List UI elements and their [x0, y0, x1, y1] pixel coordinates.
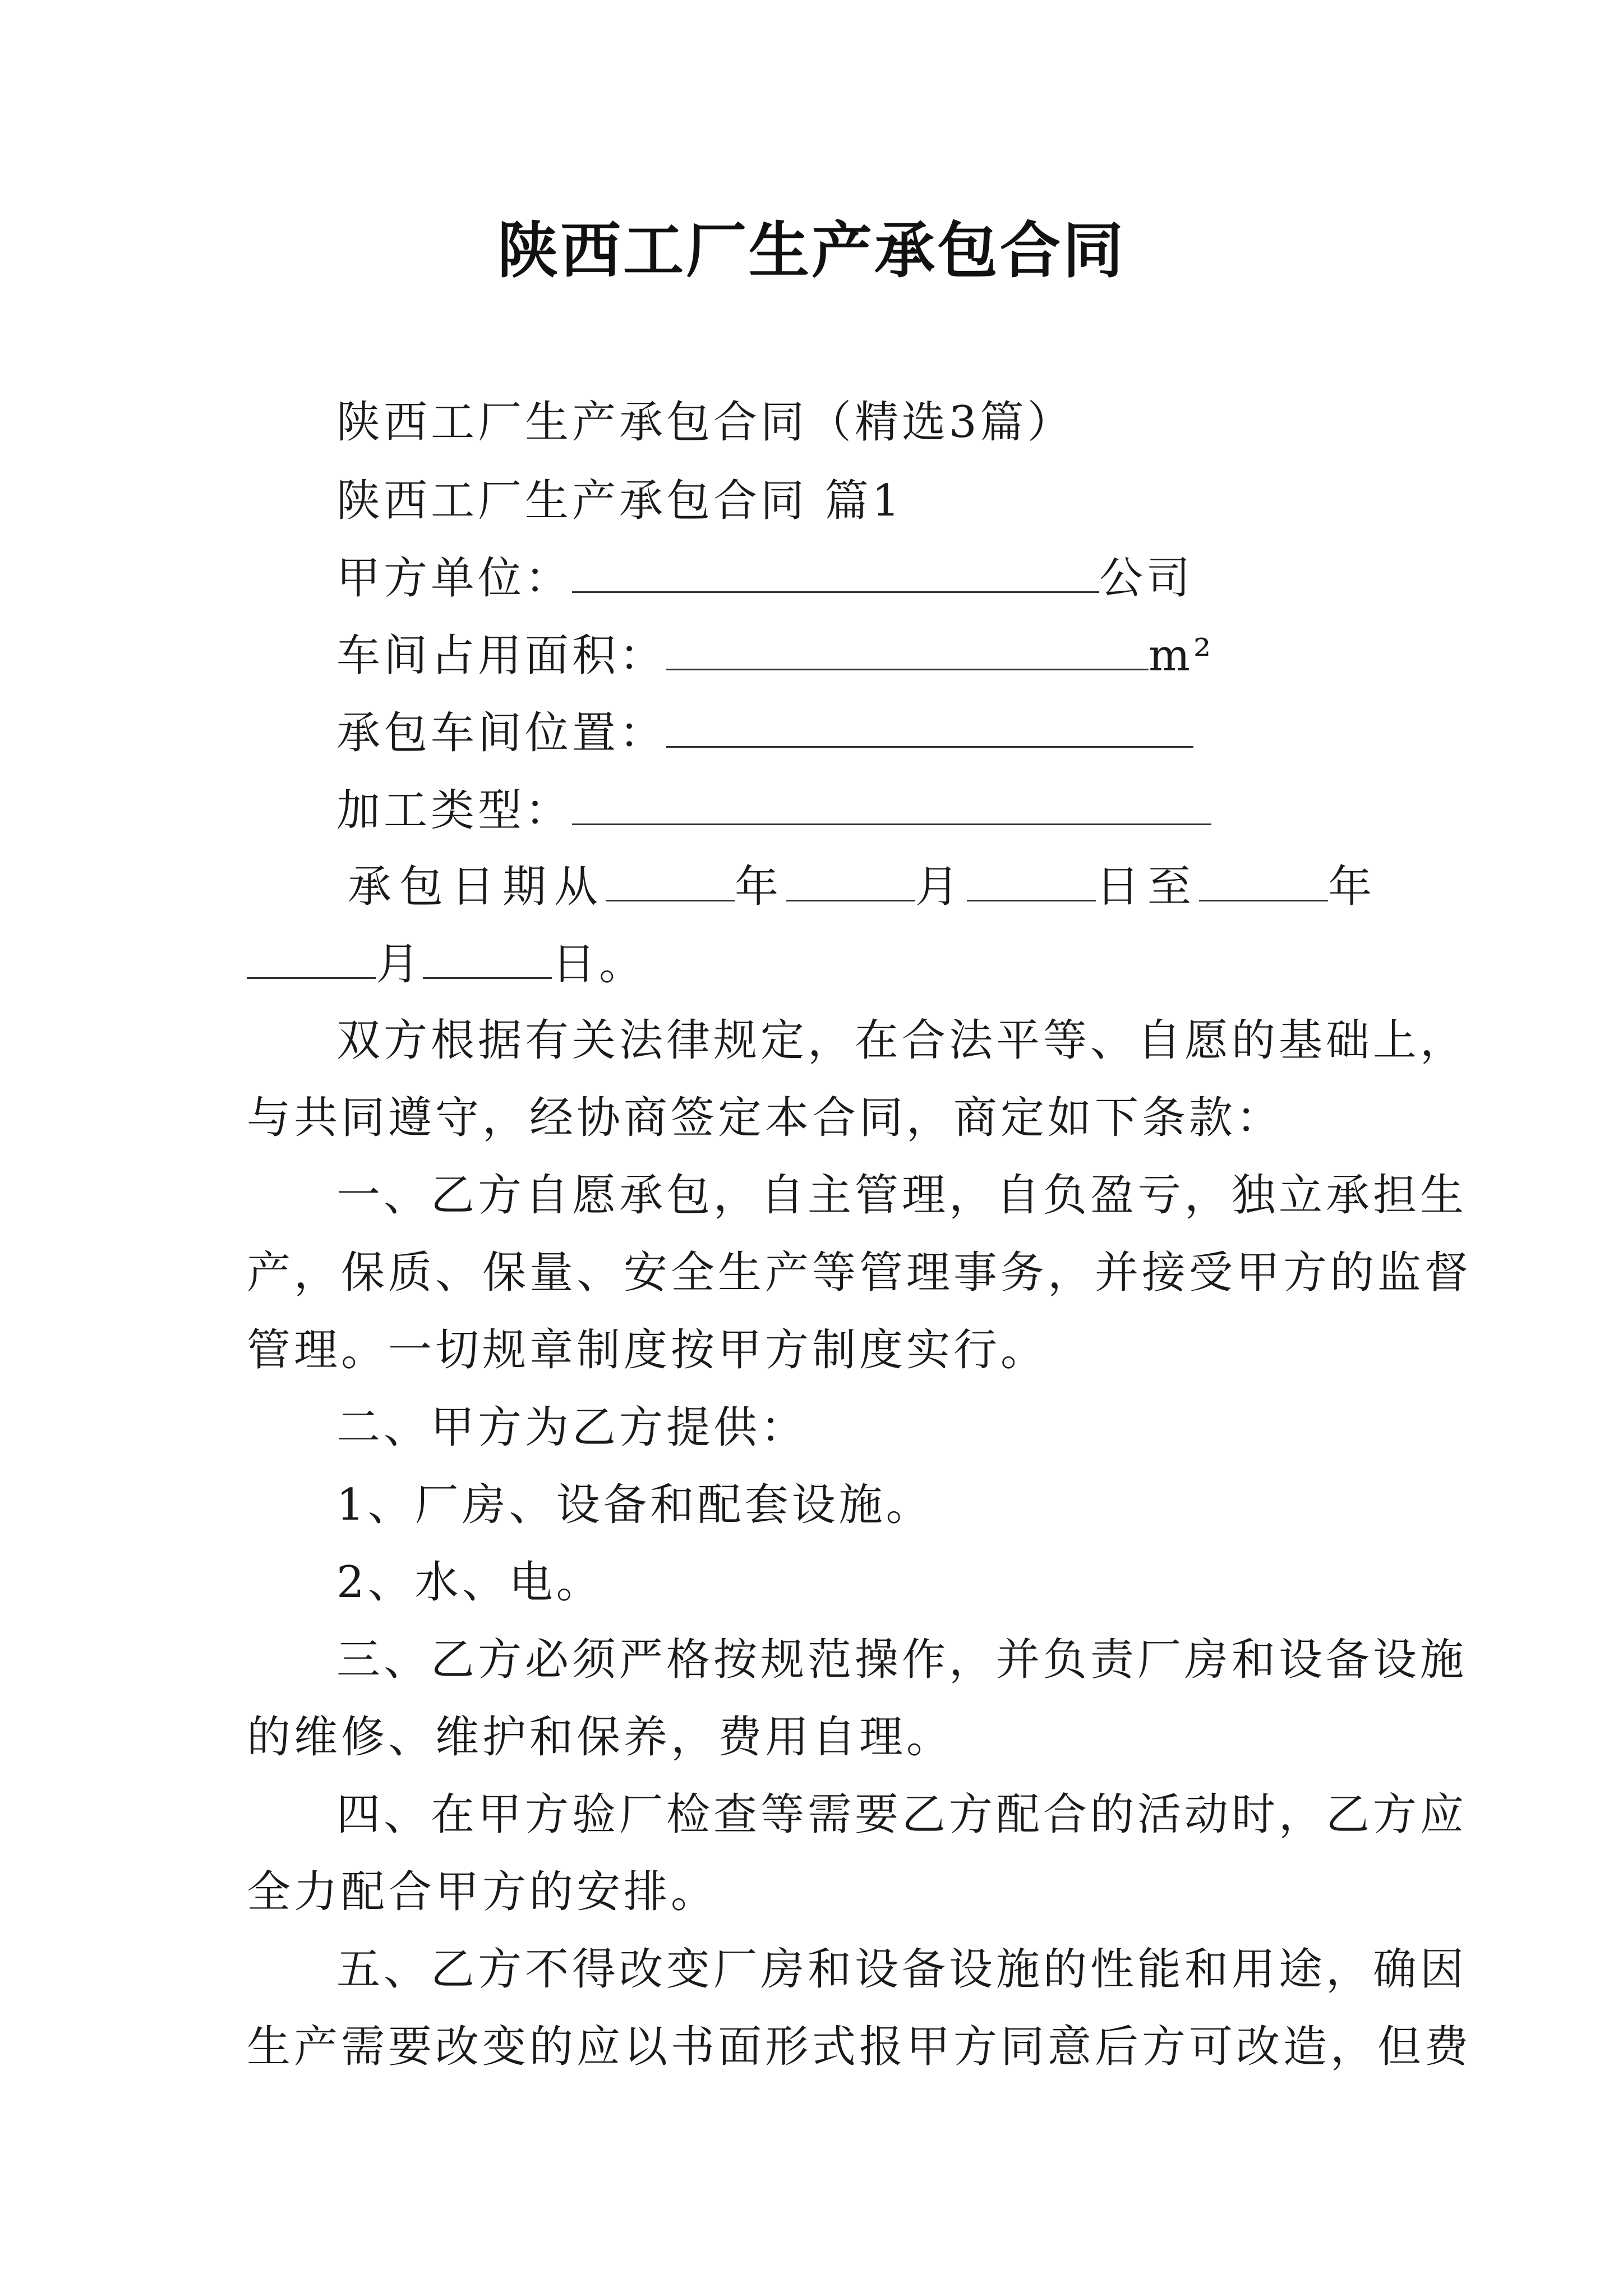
paragraph-line: 三、乙方必须严格按规范操作，并负责厂房和设备设施 — [336, 1635, 1468, 1685]
date-year-2: 年 — [1328, 862, 1380, 912]
process-blank — [572, 782, 1211, 825]
paragraph-line: 二、甲方为乙方提供： — [336, 1402, 808, 1453]
area-label: 车间占用面积： — [336, 631, 667, 681]
document-title: 陕西工厂生产承包合同 — [497, 215, 1126, 286]
paragraph-line: 的维修、维护和保养，费用自理。 — [247, 1712, 954, 1763]
paragraph-line: 2、水、电。 — [336, 1557, 603, 1608]
date-blank — [247, 936, 376, 979]
date-prefix: 承包日期从 — [348, 862, 606, 912]
paragraph-line: 1、厂房、设备和配套设施。 — [336, 1480, 933, 1530]
party-a-field — [336, 543, 1193, 606]
date-year-1: 年 — [735, 862, 787, 912]
paragraph-line: 一、乙方自愿承包，自主管理，自负盈亏，独立承担生 — [336, 1170, 1468, 1221]
date-line — [348, 852, 1380, 914]
date-blank — [786, 858, 915, 901]
document-subtitle: 陕西工厂生产承包合同（精选3篇） — [336, 397, 1075, 448]
paragraph-line: 四、在甲方验厂检查等需要乙方配合的活动时，乙方应 — [336, 1789, 1468, 1840]
paragraph-line: 与共同遵守，经协商签定本合同，商定如下条款： — [247, 1093, 1284, 1143]
location-label: 承包车间位置： — [336, 708, 667, 758]
party-a-blank — [572, 550, 1099, 593]
party-a-label: 甲方单位： — [336, 553, 573, 604]
paragraph-line: 管理。一切规章制度按甲方制度实行。 — [247, 1325, 1048, 1375]
area-blank — [666, 627, 1149, 670]
paragraph-line: 全力配合甲方的安排。 — [247, 1867, 718, 1917]
date-month-1: 月 — [915, 862, 967, 912]
location-field — [336, 698, 1193, 761]
date-day-1: 日至 — [1096, 862, 1200, 912]
party-a-suffix: 公司 — [1099, 553, 1194, 604]
location-blank — [666, 705, 1193, 748]
paragraph-line: 双方根据有关法律规定，在合法平等、自愿的基础上， — [336, 1015, 1468, 1066]
date-blank — [967, 858, 1096, 901]
paragraph-line: 产，保质、保量、安全生产等管理事务，并接受甲方的监督 — [247, 1248, 1472, 1298]
date-day-2: 日。 — [552, 939, 647, 990]
date-blank — [606, 858, 735, 901]
area-unit: m² — [1149, 631, 1215, 681]
paragraph-line: 五、乙方不得改变厂房和设备设施的性能和用途，确因 — [336, 1944, 1468, 1995]
date-blank — [423, 936, 552, 979]
paragraph-line: 生产需要改变的应以书面形式报甲方同意后方可改造，但费 — [247, 2022, 1472, 2072]
area-field — [336, 620, 1214, 683]
date-blank — [1199, 858, 1328, 901]
date-line-continued — [247, 929, 646, 992]
process-field — [336, 775, 1211, 838]
process-label: 加工类型： — [336, 785, 573, 836]
section-heading: 陕西工厂生产承包合同 篇1 — [336, 476, 903, 526]
date-month-2: 月 — [376, 939, 423, 990]
